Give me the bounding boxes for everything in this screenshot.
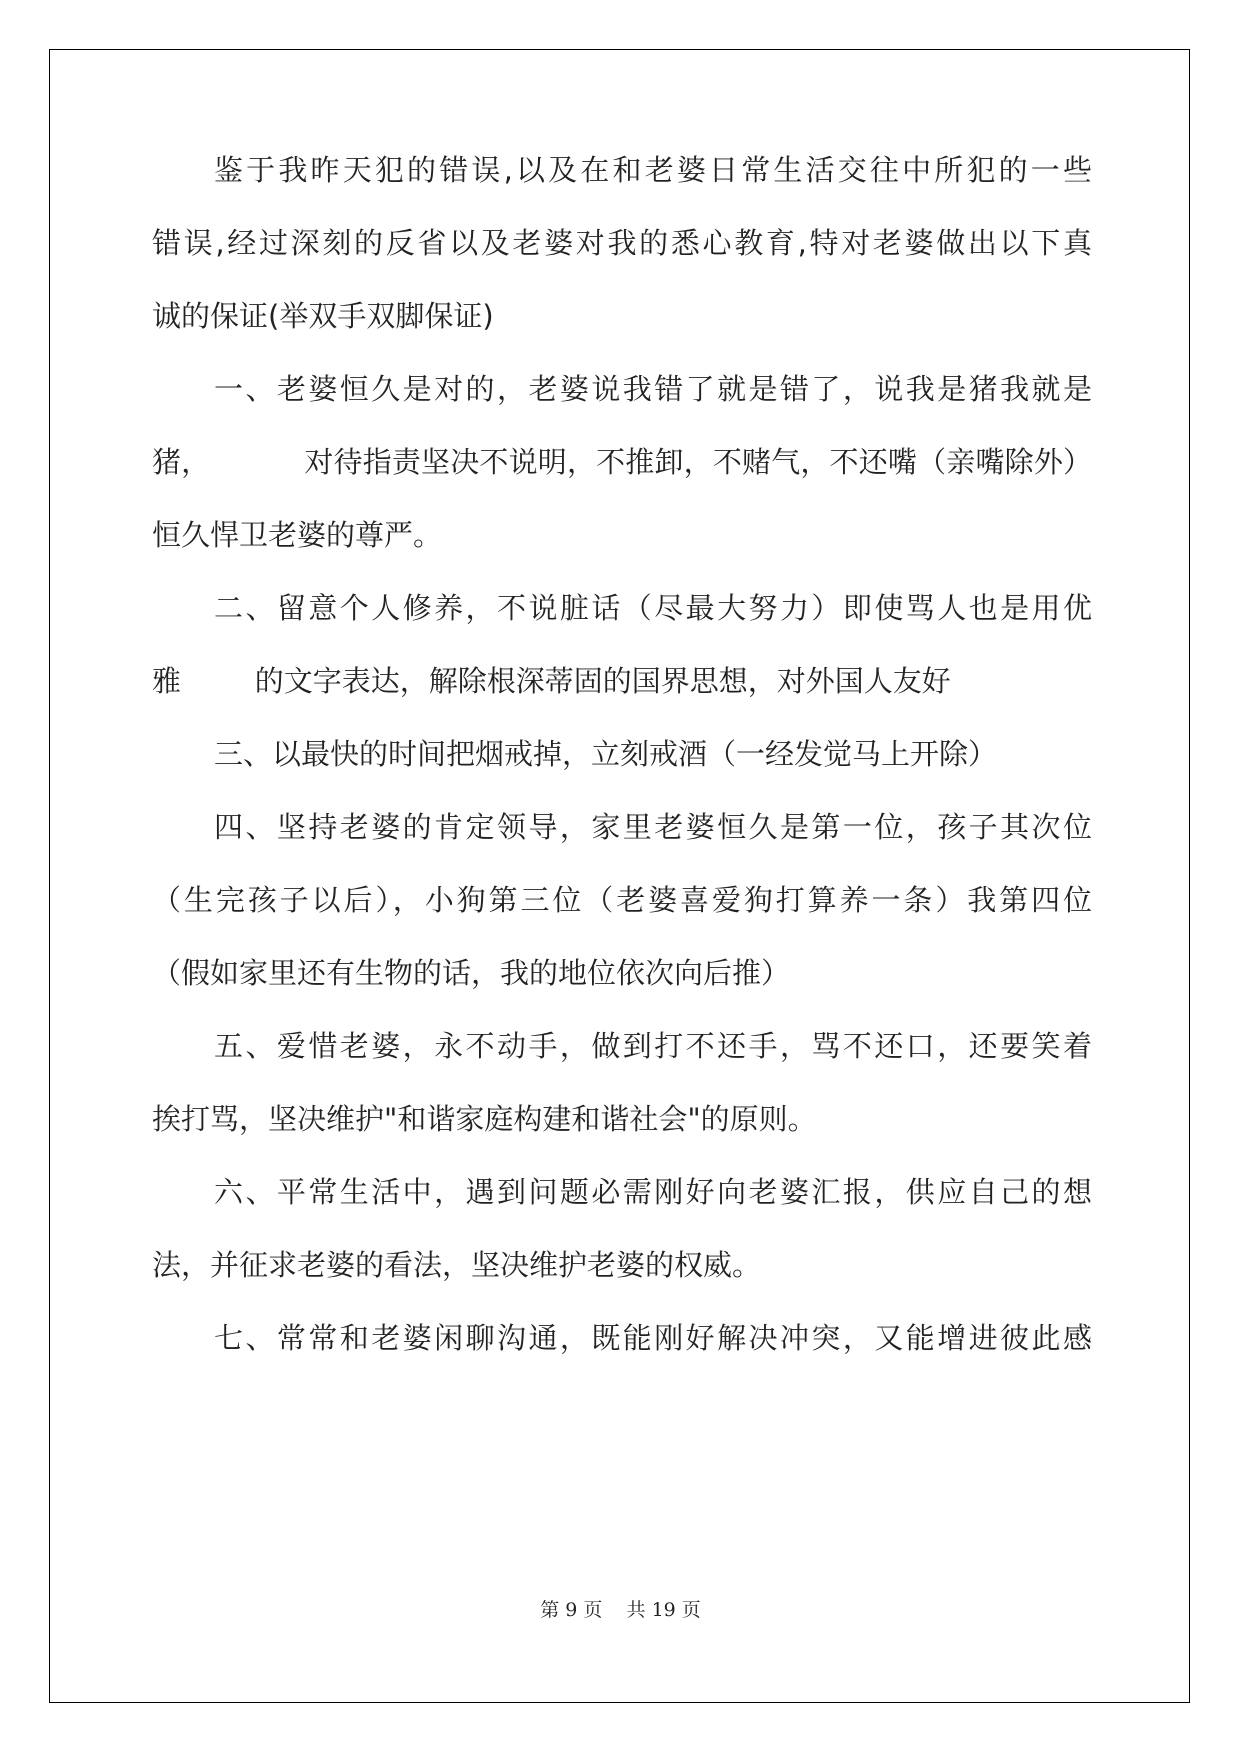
paragraph-line: 二、留意个人修养，不说脏话（尽最大努力）即使骂人也是用优 — [214, 591, 1092, 625]
page-number-footer: 第 9 页 共 19 页 — [540, 1599, 701, 1621]
paragraph-line: 七、常常和老婆闲聊沟通，既能刚好解决冲突，又能增进彼此感 — [214, 1321, 1092, 1355]
paragraph-line: 六、平常生活中，遇到问题必需刚好向老婆汇报，供应自己的想 — [214, 1175, 1092, 1209]
paragraph-line: 四、坚持老婆的肯定领导，家里老婆恒久是第一位，孩子其次位 — [214, 810, 1092, 844]
paragraph-line: 一、老婆恒久是对的，老婆说我错了就是错了，说我是猪我就是 — [214, 372, 1092, 406]
paragraph-line: 三、以最快的时间把烟戒掉，立刻戒酒（一经发觉马上开除） — [214, 737, 998, 771]
paragraph-line: 鉴于我昨天犯的错误,以及在和老婆日常生活交往中所犯的一些 — [214, 153, 1092, 187]
paragraph-line: 五、爱惜老婆，永不动手，做到打不还手，骂不还口，还要笑着 — [214, 1029, 1092, 1063]
paragraph-line: 挨打骂，坚决维护"和谐家庭构建和谐社会"的原则。 — [152, 1102, 817, 1136]
paragraph-line: 错误,经过深刻的反省以及老婆对我的悉心教育,特对老婆做出以下真 — [152, 226, 1092, 260]
paragraph-line: （假如家里还有生物的话，我的地位依次向后推） — [152, 956, 791, 990]
paragraph-line: 恒久悍卫老婆的尊严。 — [152, 518, 443, 552]
paragraph-line: 诚的保证(举双手双脚保证) — [152, 299, 494, 333]
paragraph-line: 猪， 对待指责坚决不说明，不推卸，不赌气，不还嘴（亲嘴除外） — [152, 445, 1092, 479]
paragraph-line: 法，并征求老婆的看法，坚决维护老婆的权威。 — [152, 1248, 762, 1282]
paragraph-line: （生完孩子以后），小狗第三位（老婆喜爱狗打算养一条）我第四位 — [152, 883, 1092, 917]
paragraph-line: 雅 的文字表达，解除根深蒂固的国界思想，对外国人友好 — [152, 664, 951, 698]
